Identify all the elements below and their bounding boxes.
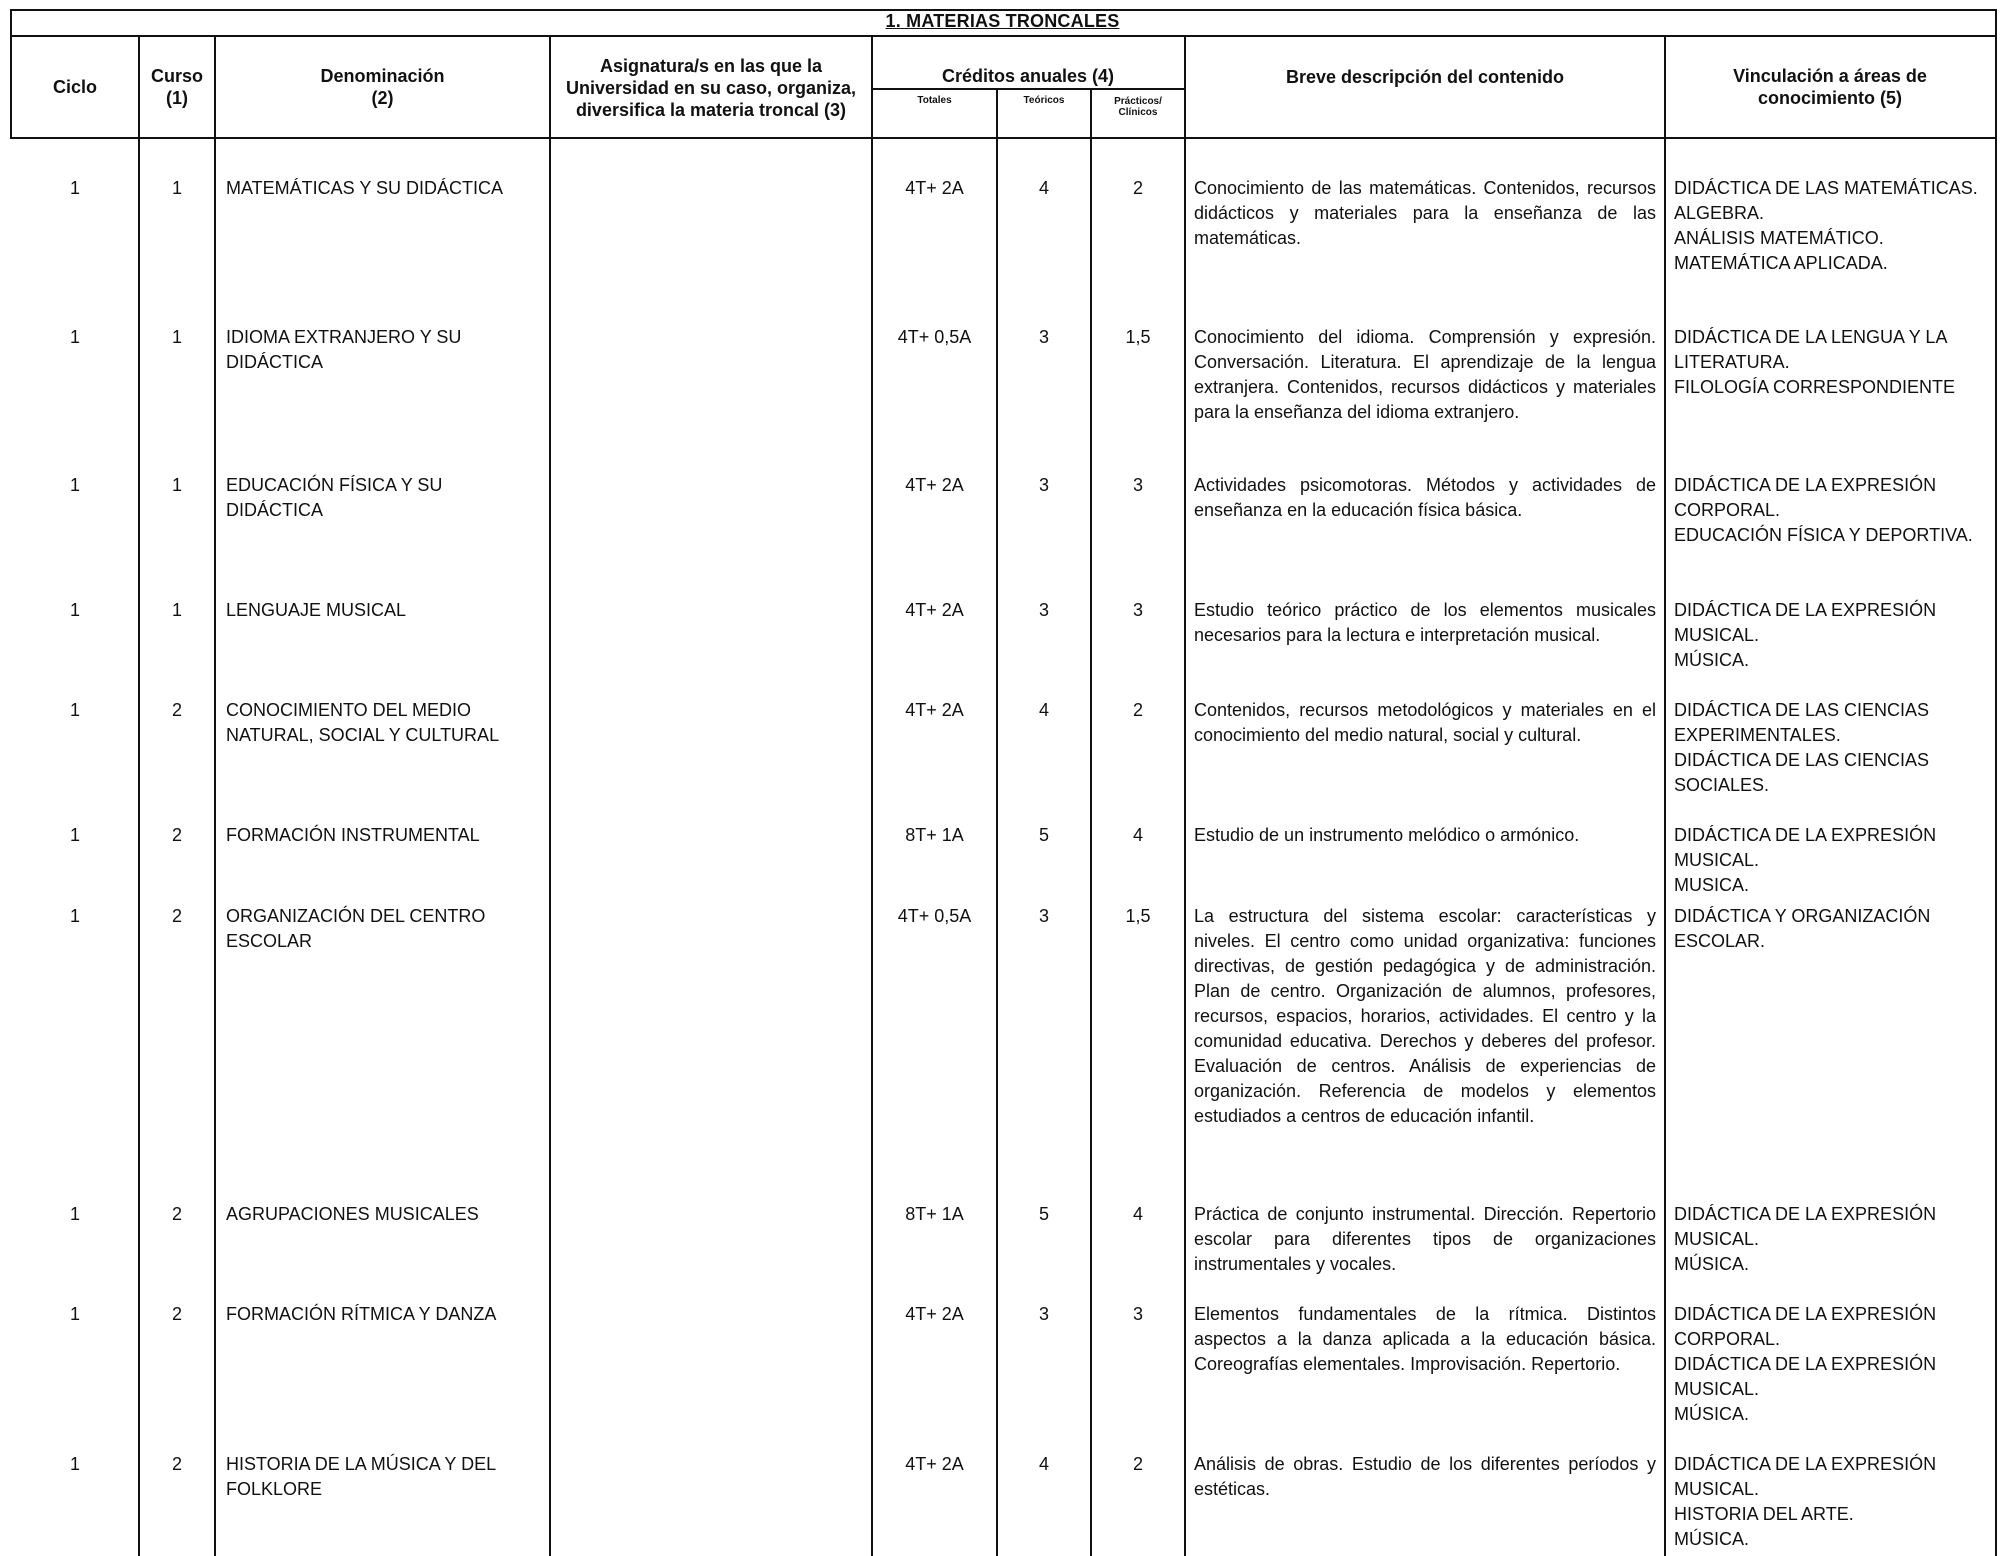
- cell-teoricos: 3: [1038, 1304, 1049, 1324]
- cell-curso: 2: [171, 1454, 182, 1474]
- cell-ciclo: 1: [69, 825, 80, 845]
- cell-vinculacion: DIDÁCTICA DE LAS CIENCIAS EXPERIMENTALES. DIDÁCTICA DE LAS CIENCIAS SOCIALES.: [1674, 700, 1930, 795]
- cell-denominacion: AGRUPACIONES MUSICALES: [226, 1204, 479, 1224]
- col-divider-asignaturas: [871, 35, 873, 1556]
- header-curso: Curso (1): [150, 66, 203, 108]
- section-title: 1. MATERIAS TRONCALES: [885, 11, 1120, 31]
- cell-practicos: 1,5: [1125, 906, 1151, 926]
- cell-descripcion: Contenidos, recursos metodológicos y materiales en el conocimiento del medio natural, social y cultural.: [1194, 700, 1656, 745]
- cell-teoricos: 3: [1038, 600, 1049, 620]
- header-denominacion: Denominación (2): [320, 66, 445, 108]
- cell-ciclo: 1: [69, 1454, 80, 1474]
- cell-curso: 2: [171, 906, 182, 926]
- cell-practicos: 3: [1132, 1304, 1143, 1324]
- cell-descripcion: Conocimiento de las matemáticas. Contenidos, recursos didácticos y materiales para la enseñanza de las matemáticas.: [1194, 178, 1656, 248]
- cell-totales: 4T+ 2A: [905, 600, 964, 620]
- header-descripcion: Breve descripción del contenido: [1285, 67, 1565, 87]
- cell-vinculacion: DIDÁCTICA DE LA EXPRESIÓN MUSICAL. MÚSICA.: [1674, 600, 1937, 670]
- cell-totales: 8T+ 1A: [905, 825, 964, 845]
- cell-curso: 2: [171, 825, 182, 845]
- cell-teoricos: 3: [1038, 327, 1049, 347]
- cell-descripcion: Conocimiento del idioma. Comprensión y expresión. Conversación. Literatura. El aprendizaje de la lengua extranjera. Contenidos, recursos didácticos y materiales para la enseñanza del idioma extranjero.: [1194, 327, 1656, 422]
- header-bottom-border: [10, 137, 1997, 139]
- cell-curso: 1: [171, 600, 182, 620]
- header-asignaturas: Asignatura/s en las que la Universidad en su caso, organiza, diversifica la materia troncal (3): [565, 56, 857, 120]
- cell-descripcion: Práctica de conjunto instrumental. Dirección. Repertorio escolar para diferentes tipos de organizaciones instrumentales y vocales.: [1194, 1204, 1656, 1274]
- cell-denominacion: HISTORIA DE LA MÚSICA Y DEL FOLKLORE: [226, 1454, 496, 1499]
- cell-ciclo: 1: [69, 475, 80, 495]
- cell-denominacion: IDIOMA EXTRANJERO Y SU DIDÁCTICA: [226, 327, 462, 372]
- cell-ciclo: 1: [69, 906, 80, 926]
- cell-vinculacion: DIDÁCTICA DE LA EXPRESIÓN MUSICAL. HISTORIA DEL ARTE. MÚSICA.: [1674, 1454, 1937, 1549]
- cell-curso: 2: [171, 700, 182, 720]
- cell-totales: 4T+ 2A: [905, 1454, 964, 1474]
- cell-descripcion: Estudio teórico práctico de los elementos musicales necesarios para la lectura e interpretación musical.: [1194, 600, 1656, 645]
- cell-denominacion: LENGUAJE MUSICAL: [226, 600, 407, 620]
- cell-denominacion: MATEMÁTICAS Y SU DIDÁCTICA: [226, 178, 504, 198]
- cell-vinculacion: DIDÁCTICA DE LA EXPRESIÓN MUSICAL. MUSICA.: [1674, 825, 1937, 895]
- cell-curso: 1: [171, 475, 182, 495]
- cell-practicos: 2: [1132, 1454, 1143, 1474]
- cell-vinculacion: DIDÁCTICA DE LA LENGUA Y LA LITERATURA. FILOLOGÍA CORRESPONDIENTE: [1674, 327, 1956, 397]
- cell-totales: 4T+ 2A: [905, 475, 964, 495]
- cell-practicos: 3: [1132, 600, 1143, 620]
- cell-ciclo: 1: [69, 327, 80, 347]
- cell-teoricos: 5: [1038, 1204, 1049, 1224]
- col-divider-descripcion: [1664, 35, 1666, 1556]
- cell-descripcion: Elementos fundamentales de la rítmica. Distintos aspectos a la danza aplicada a la educación básica. Coreografías elementales. Improvisación. Repertorio.: [1194, 1304, 1656, 1374]
- cell-vinculacion: DIDÁCTICA DE LA EXPRESIÓN CORPORAL. DIDÁCTICA DE LA EXPRESIÓN MUSICAL. MÚSICA.: [1674, 1304, 1937, 1424]
- header-ciclo: Ciclo: [52, 77, 97, 97]
- cell-vinculacion: DIDÁCTICA Y ORGANIZACIÓN ESCOLAR.: [1674, 906, 1931, 951]
- cell-descripcion: Actividades psicomotoras. Métodos y actividades de enseñanza en la educación física básica.: [1194, 475, 1656, 520]
- cell-practicos: 4: [1132, 1204, 1143, 1224]
- cell-ciclo: 1: [69, 600, 80, 620]
- cell-curso: 2: [171, 1304, 182, 1324]
- header-creditos: Créditos anuales (4): [941, 66, 1115, 86]
- cell-ciclo: 1: [69, 1304, 80, 1324]
- cell-totales: 4T+ 2A: [905, 1304, 964, 1324]
- cell-teoricos: 5: [1038, 825, 1049, 845]
- cell-practicos: 1,5: [1125, 327, 1151, 347]
- cell-descripcion: La estructura del sistema escolar: características y niveles. El centro como unidad organizativa: funciones directivas, de gestión pedagógica y de administración. Plan de centro. Organización de alumnos, profesores, recursos, espacios, horarios, actividades. El centro y la comunidad educativa. Derechos y deberes del profesor. Evaluación de centros. Análisis de experiencias de organización. Referencia de modelos y elementos estudiados a centros de educación infantil.: [1194, 906, 1656, 1126]
- header-totales: Totales: [917, 94, 952, 106]
- col-divider-denominacion: [549, 35, 551, 1556]
- col-divider-totales: [996, 88, 998, 1556]
- cell-curso: 2: [171, 1204, 182, 1224]
- table-right-border: [1995, 9, 1997, 1556]
- col-divider-ciclo: [138, 35, 140, 1556]
- cell-curso: 1: [171, 327, 182, 347]
- header-vinculacion: Vinculación a áreas de conocimiento (5): [1733, 66, 1927, 108]
- cell-denominacion: FORMACIÓN RÍTMICA Y DANZA: [226, 1304, 497, 1324]
- cell-teoricos: 3: [1038, 906, 1049, 926]
- cell-ciclo: 1: [69, 700, 80, 720]
- cell-teoricos: 4: [1038, 700, 1049, 720]
- cell-ciclo: 1: [69, 178, 80, 198]
- header-teoricos: Teóricos: [1023, 94, 1065, 106]
- col-divider-teoricos: [1090, 88, 1092, 1556]
- col-divider-curso: [214, 35, 216, 1556]
- cell-teoricos: 3: [1038, 475, 1049, 495]
- cell-practicos: 2: [1132, 700, 1143, 720]
- header-practicos: Prácticos/ Clínicos: [1114, 96, 1162, 118]
- cell-denominacion: ORGANIZACIÓN DEL CENTRO ESCOLAR: [226, 906, 486, 951]
- cell-totales: 4T+ 2A: [905, 178, 964, 198]
- cell-descripcion: Estudio de un instrumento melódico o armónico.: [1194, 825, 1580, 845]
- cell-vinculacion: DIDÁCTICA DE LA EXPRESIÓN MUSICAL. MÚSICA.: [1674, 1204, 1937, 1274]
- cell-descripcion: Análisis de obras. Estudio de los diferentes períodos y estéticas.: [1194, 1454, 1656, 1499]
- cell-totales: 4T+ 2A: [905, 700, 964, 720]
- cell-teoricos: 4: [1038, 178, 1049, 198]
- cell-practicos: 3: [1132, 475, 1143, 495]
- cell-denominacion: CONOCIMIENTO DEL MEDIO NATURAL, SOCIAL Y CULTURAL: [226, 700, 500, 745]
- cell-practicos: 4: [1132, 825, 1143, 845]
- cell-denominacion: FORMACIÓN INSTRUMENTAL: [226, 825, 480, 845]
- cell-totales: 4T+ 0,5A: [897, 327, 972, 347]
- cell-totales: 8T+ 1A: [905, 1204, 964, 1224]
- cell-teoricos: 4: [1038, 1454, 1049, 1474]
- cell-vinculacion: DIDÁCTICA DE LAS MATEMÁTICAS. ALGEBRA. ANÁLISIS MATEMÁTICO. MATEMÁTICA APLICADA.: [1674, 178, 1978, 273]
- col-divider-practicos: [1184, 35, 1186, 1556]
- cell-practicos: 2: [1132, 178, 1143, 198]
- cell-denominacion: EDUCACIÓN FÍSICA Y SU DIDÁCTICA: [226, 475, 443, 520]
- cell-totales: 4T+ 0,5A: [897, 906, 972, 926]
- cell-curso: 1: [171, 178, 182, 198]
- cell-ciclo: 1: [69, 1204, 80, 1224]
- cell-vinculacion: DIDÁCTICA DE LA EXPRESIÓN CORPORAL. EDUCACIÓN FÍSICA Y DEPORTIVA.: [1674, 475, 1973, 545]
